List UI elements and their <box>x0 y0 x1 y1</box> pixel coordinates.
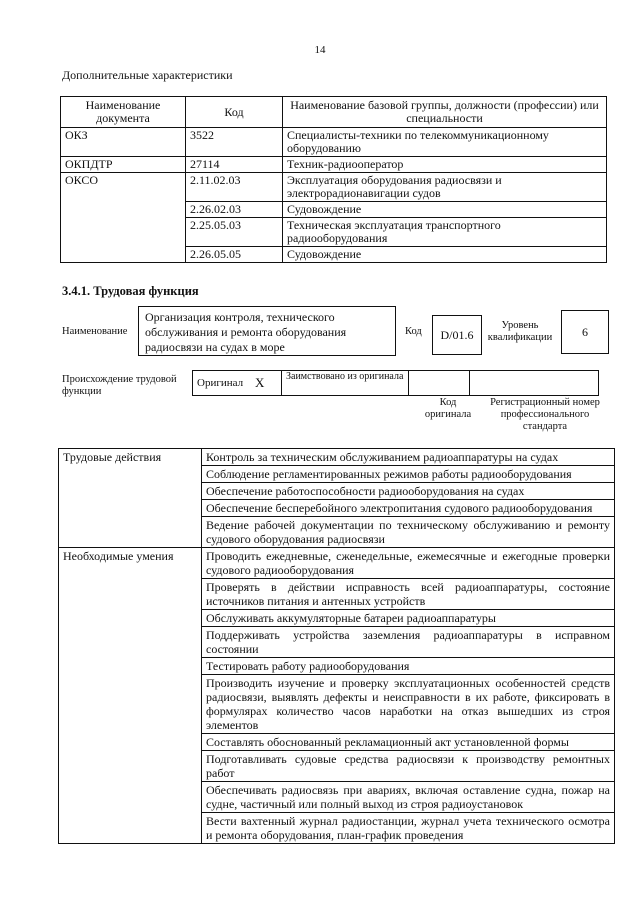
additional-characteristics-table <box>60 96 607 263</box>
origin-table <box>192 370 599 396</box>
name-cell: Судовождение <box>283 202 607 218</box>
work-actions-label: Трудовые действия <box>59 449 202 548</box>
reg-number-caption: Регистрационный номер профессионального стандарта <box>490 397 600 432</box>
name-cell: Техническая эксплуатация транспортного радиооборудования <box>283 218 607 247</box>
code-cell: 2.26.02.03 <box>186 202 283 218</box>
skill-item: Проводить ежедневные, сженедельные, ежемесячные и ежегодные проверки судового радиооборудования <box>202 548 615 579</box>
name-cell: Судовождение <box>283 247 607 263</box>
level-label: Уровень квалификации <box>487 320 553 343</box>
name-label: Наименование <box>62 326 128 337</box>
table-row <box>59 548 615 579</box>
work-action-item: Обеспечение работоспособности радиооборудования на судах <box>202 483 615 500</box>
additional-characteristics-heading: Дополнительные характеристики <box>62 68 233 82</box>
work-action-item: Соблюдение регламентированных режимов работы радиооборудования <box>202 466 615 483</box>
doc-cell: ОКСО <box>61 173 186 263</box>
skill-item: Составлять обоснованный рекламационный акт установленной формы <box>202 734 615 751</box>
original-label: Оригинал <box>193 371 252 396</box>
code-cell: 2.25.05.03 <box>186 218 283 247</box>
code-cell: 3522 <box>186 128 283 157</box>
table-row <box>61 157 607 173</box>
header-group-name: Наименование базовой группы, должности (профессии) или специальности <box>283 97 607 128</box>
name-cell: Техник-радиооператор <box>283 157 607 173</box>
qualification-level-box: 6 <box>561 310 609 354</box>
skill-item: Проверять в действии исправность всей радиоаппаратуры, состояние источников питания и антенных устройств <box>202 579 615 610</box>
skill-item: Обслуживать аккумуляторные батареи радиоаппаратуры <box>202 610 615 627</box>
page-number: 14 <box>314 44 326 56</box>
section-title: 3.4.1. Трудовая функция <box>62 284 199 298</box>
skills-label: Необходимые умения <box>59 548 202 844</box>
code-label: Код <box>405 326 422 337</box>
original-mark: X <box>251 371 282 396</box>
skill-item: Вести вахтенный журнал радиостанции, журнал учета технического осмотра и ремонта оборудования, план-график проведения <box>202 813 615 844</box>
function-code-box: D/01.6 <box>432 315 482 355</box>
work-action-item: Ведение рабочей документации по техническому обслуживанию и ремонту судового оборудования радиосвязи <box>202 517 615 548</box>
skill-item: Производить изучение и проверку эксплуатационных особенностей средств радиосвязи, выявлять дефекты и неисправности в их работе, фиксировать в формулярах количество часов наработки на отказ вышедших из строя элементов <box>202 675 615 734</box>
borrowed-label: Заимствовано из оригинала <box>282 371 409 396</box>
header-document: Наименование документа <box>61 97 186 128</box>
code-cell: 2.26.05.05 <box>186 247 283 263</box>
header-code: Код <box>186 97 283 128</box>
skill-item: Подготавливать судовые средства радиосвязи к производству ремонтных работ <box>202 751 615 782</box>
name-cell: Специалисты-техники по телекоммуникационному оборудованию <box>283 128 607 157</box>
code-original-cell <box>409 371 470 396</box>
code-cell: 2.11.02.03 <box>186 173 283 202</box>
skill-item: Обеспечивать радиосвязь при авариях, включая оставление судна, пожар на судне, частичный или полный выход из строя радиоустановок <box>202 782 615 813</box>
table-row <box>61 128 607 157</box>
name-cell: Эксплуатация оборудования радиосвязи и электрорадионавигации судов <box>283 173 607 202</box>
table-row <box>59 449 615 466</box>
function-details-table <box>58 448 615 844</box>
reg-number-cell <box>470 371 599 396</box>
code-original-caption: Код оригинала <box>424 397 472 420</box>
work-action-item: Обеспечение бесперебойного электропитания судового радиооборудования <box>202 500 615 517</box>
table-row <box>61 173 607 202</box>
function-name-box: Организация контроля, технического обслуживания и ремонта оборудования радиосвязи на судах в море <box>138 306 396 356</box>
origin-label: Происхождение трудовой функции <box>62 374 177 397</box>
skill-item: Поддерживать устройства заземления радиоаппаратуры в исправном состоянии <box>202 627 615 658</box>
work-action-item: Контроль за техническим обслуживанием радиоаппаратуры на судах <box>202 449 615 466</box>
code-cell: 27114 <box>186 157 283 173</box>
doc-cell: ОКЗ <box>61 128 186 157</box>
skill-item: Тестировать работу радиооборудования <box>202 658 615 675</box>
doc-cell: ОКПДТР <box>61 157 186 173</box>
